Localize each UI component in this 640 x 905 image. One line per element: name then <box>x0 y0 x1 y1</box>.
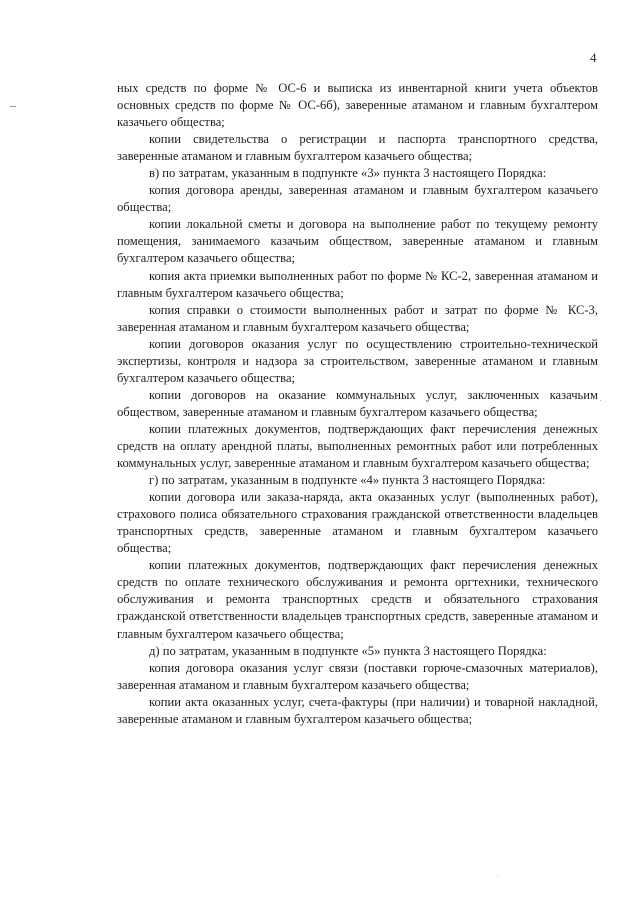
margin-mark <box>10 106 16 107</box>
page-number: 4 <box>590 50 597 65</box>
paragraph: г) по затратам, указанным в подпункте «4» пункта 3 настоящего Порядка: <box>149 473 546 488</box>
paragraph: копии договора или заказа-наряда, акта оказанных услуг (выполненных работ), страхового полиса обязательного страхования гражданской ответственности владельцев транспортных средств, заверенные атаманом и главным бухгалтером казачьего общества; <box>117 490 598 556</box>
paragraph: д) по затратам, указанным в подпункте «5» пункта 3 настоящего Порядка: <box>149 643 547 658</box>
paragraph: копия акта приемки выполненных работ по форме № КС-2, заверенная атаманом и главным бухгалтером казачьего общества; <box>117 268 598 300</box>
paragraph: копии договоров на оказание коммунальных услуг, заключенных казачьим обществом, заверенные атаманом и главным бухгалтером казачьего общества; <box>117 387 598 419</box>
scan-speck <box>600 400 601 401</box>
scan-speck <box>497 875 498 876</box>
paragraph: копии платежных документов, подтверждающих факт перечисления денежных средств на оплату арендной платы, выполненных ремонтных работ или потребленных коммунальных услуг, заверенные атаманом и главным бухгалтером казачьего общества; <box>117 421 598 471</box>
scan-speck <box>162 643 163 644</box>
paragraph: копии свидетельства о регистрации и паспорта транспортного средства, заверенные атаманом и главным бухгалтером казачьего общества; <box>117 132 598 164</box>
paragraph: копии локальной сметы и договора на выполнение работ по текущему ремонту помещения, занимаемого казачьим обществом, заверенные атаманом и главным бухгалтером казачьего общества; <box>117 217 598 266</box>
paragraph: ных средств по форме № ОС-6 и выписка из инвентарной книги учета объектов основных средств по форме № ОС-6б), заверенные атаманом и главным бухгалтером казачьего общества; <box>117 81 598 130</box>
document-body <box>117 80 598 728</box>
paragraph: копия справки о стоимости выполненных работ и затрат по форме № КС-3, заверенная атаманом и главным бухгалтером казачьего общества; <box>117 302 598 334</box>
paragraph: копия договора аренды, заверенная атаманом и главным бухгалтером казачьего общества; <box>117 183 598 215</box>
paragraph: в) по затратам, указанным в подпункте «3» пункта 3 настоящего Порядка: <box>149 166 547 181</box>
paragraph: копии акта оказанных услуг, счета-фактуры (при наличии) и товарной накладной, заверенные атаманом и главным бухгалтером казачьего общества; <box>117 694 598 726</box>
paragraph: копии договоров оказания услуг по осуществлению строительно-технической экспертизы, контроля и надзора за строительством, заверенные атаманом и главным бухгалтером казачьего общества; <box>117 336 598 385</box>
paragraph: копии платежных документов, подтверждающих факт перечисления денежных средств по оплате технического обслуживания и ремонта оргтехники, технического обслуживания и ремонта транспортных средств и обязательного страхования гражданской ответственности владельцев транспортных средств, заверенные атаманом и главным бухгалтером казачьего общества; <box>117 558 598 641</box>
paragraph: копия договора оказания услуг связи (поставки горюче-смазочных материалов), заверенная атаманом и главным бухгалтером казачьего общества; <box>117 660 598 692</box>
